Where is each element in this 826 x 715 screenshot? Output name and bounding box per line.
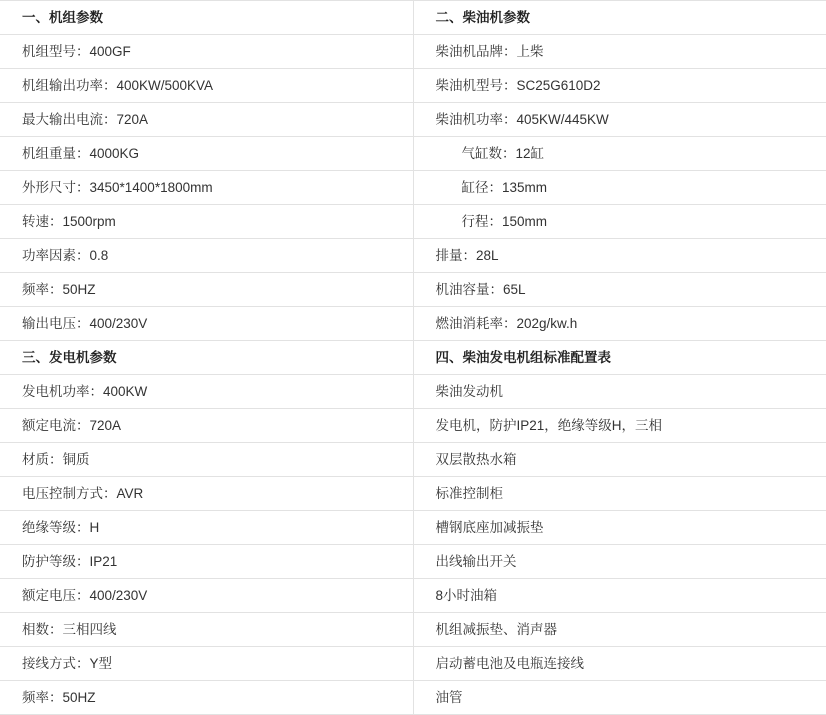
spec-cell-left: 频率：50HZ bbox=[0, 273, 413, 307]
section-header-right: 四、柴油发电机组标准配置表 bbox=[413, 341, 826, 375]
table-row bbox=[0, 579, 826, 613]
table-row bbox=[0, 69, 826, 103]
spec-cell-right: 发电机，防护IP21，绝缘等级H，三相 bbox=[413, 409, 826, 443]
spec-cell-right: 机油容量：65L bbox=[413, 273, 826, 307]
spec-cell-left: 机组重量：4000KG bbox=[0, 137, 413, 171]
section-header-left: 三、发电机参数 bbox=[0, 341, 413, 375]
spec-cell-right: 8小时油箱 bbox=[413, 579, 826, 613]
spec-cell-left: 外形尺寸：3450*1400*1800mm bbox=[0, 171, 413, 205]
table-row bbox=[0, 205, 826, 239]
table-row bbox=[0, 273, 826, 307]
spec-cell-left: 功率因素：0.8 bbox=[0, 239, 413, 273]
spec-cell-left: 额定电压：400/230V bbox=[0, 579, 413, 613]
spec-cell-right: 启动蓄电池及电瓶连接线 bbox=[413, 647, 826, 681]
spec-cell-left: 材质：铜质 bbox=[0, 443, 413, 477]
spec-cell-right: 缸径：135mm bbox=[413, 171, 826, 205]
spec-cell-right: 柴油发动机 bbox=[413, 375, 826, 409]
spec-cell-left: 绝缘等级：H bbox=[0, 511, 413, 545]
table-row bbox=[0, 239, 826, 273]
spec-cell-right: 机组减振垫、消声器 bbox=[413, 613, 826, 647]
spec-cell-right: 排量：28L bbox=[413, 239, 826, 273]
table-row bbox=[0, 477, 826, 511]
table-row bbox=[0, 545, 826, 579]
section-header-row bbox=[0, 341, 826, 375]
spec-cell-right: 柴油机功率：405KW/445KW bbox=[413, 103, 826, 137]
table-row bbox=[0, 103, 826, 137]
table-row bbox=[0, 375, 826, 409]
table-row bbox=[0, 681, 826, 715]
spec-cell-left: 发电机功率：400KW bbox=[0, 375, 413, 409]
table-row bbox=[0, 171, 826, 205]
spec-cell-right: 柴油机型号：SC25G610D2 bbox=[413, 69, 826, 103]
spec-cell-left: 防护等级：IP21 bbox=[0, 545, 413, 579]
spec-cell-left: 最大输出电流：720A bbox=[0, 103, 413, 137]
spec-cell-left: 相数：三相四线 bbox=[0, 613, 413, 647]
section-header-right: 二、柴油机参数 bbox=[413, 1, 826, 35]
spec-cell-left: 机组输出功率：400KW/500KVA bbox=[0, 69, 413, 103]
spec-cell-right: 出线输出开关 bbox=[413, 545, 826, 579]
spec-cell-left: 机组型号：400GF bbox=[0, 35, 413, 69]
table-row bbox=[0, 443, 826, 477]
table-row bbox=[0, 307, 826, 341]
spec-cell-right: 标准控制柜 bbox=[413, 477, 826, 511]
spec-cell-right: 气缸数：12缸 bbox=[413, 137, 826, 171]
spec-cell-left: 转速：1500rpm bbox=[0, 205, 413, 239]
table-row bbox=[0, 409, 826, 443]
spec-cell-right: 行程：150mm bbox=[413, 205, 826, 239]
section-header-row bbox=[0, 1, 826, 35]
specification-table-body bbox=[0, 1, 826, 715]
spec-cell-right: 油管 bbox=[413, 681, 826, 715]
table-row bbox=[0, 613, 826, 647]
spec-cell-left: 输出电压：400/230V bbox=[0, 307, 413, 341]
spec-cell-left: 电压控制方式：AVR bbox=[0, 477, 413, 511]
spec-cell-right: 燃油消耗率：202g/kw.h bbox=[413, 307, 826, 341]
table-row bbox=[0, 647, 826, 681]
table-row bbox=[0, 137, 826, 171]
spec-cell-left: 额定电流：720A bbox=[0, 409, 413, 443]
section-header-left: 一、机组参数 bbox=[0, 1, 413, 35]
spec-cell-right: 双层散热水箱 bbox=[413, 443, 826, 477]
spec-cell-left: 频率：50HZ bbox=[0, 681, 413, 715]
spec-cell-right: 槽钢底座加减振垫 bbox=[413, 511, 826, 545]
spec-cell-left: 接线方式：Y型 bbox=[0, 647, 413, 681]
table-row bbox=[0, 35, 826, 69]
spec-cell-right: 柴油机品牌：上柴 bbox=[413, 35, 826, 69]
table-row bbox=[0, 511, 826, 545]
